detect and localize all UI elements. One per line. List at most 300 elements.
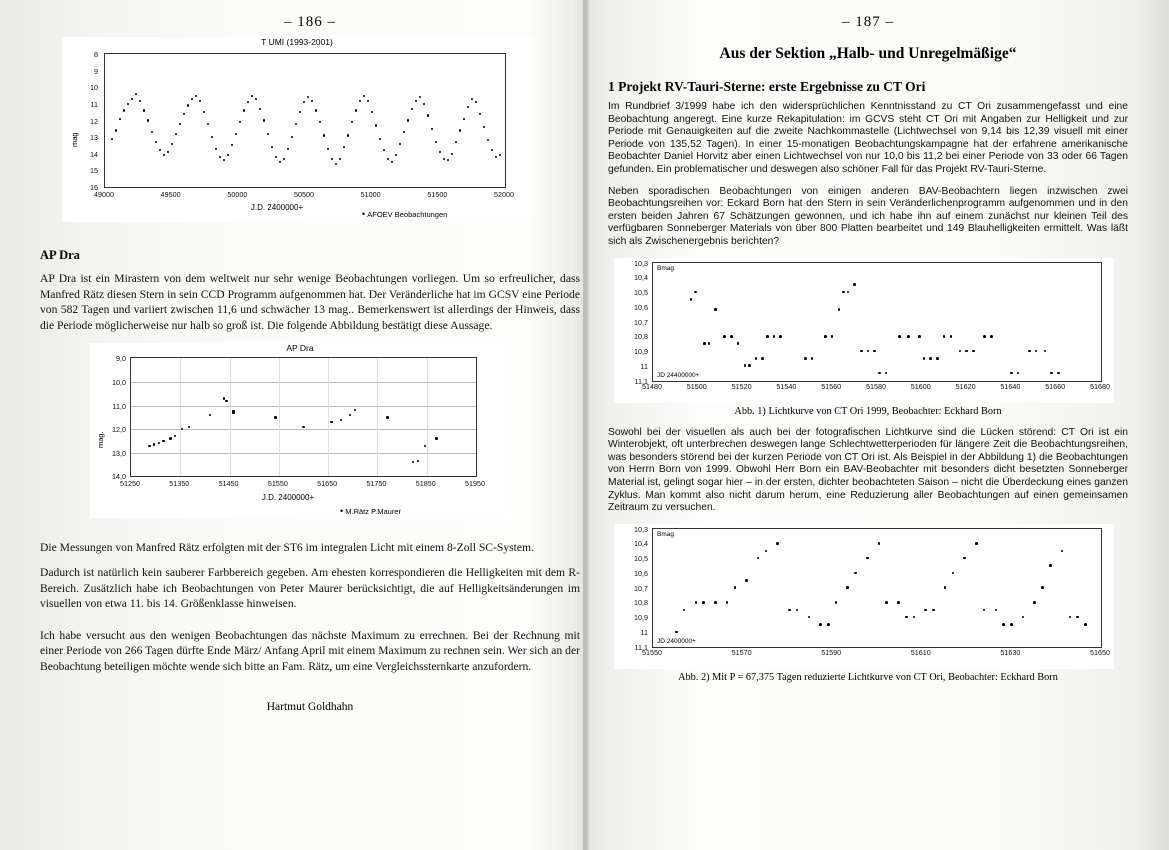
axis-tick-label: 10,9 xyxy=(634,347,648,357)
data-point xyxy=(924,609,927,612)
data-point xyxy=(127,103,129,105)
data-point xyxy=(788,609,791,612)
axis-tick-label: 51500 xyxy=(427,190,448,199)
data-point xyxy=(339,158,341,160)
axis-tick-label: 10,6 xyxy=(634,302,648,312)
paragraph-ct-ori-3: Sowohl bei der visuellen als auch bei der fotografischen Lichtkurve sind die Lücken störend: CT Ori ist ein Winterobjekt, oft unterbrechen deswegen lange Schlechtwetterperioden für längere Zeit die Beobachtungsreihen, was besonders störend bei der kurzen Periode von CT Ori ist. Als Beispiel in der Abbildung 1) die Beobachtungen von Herrn Born von 1999. Obwohl Herr Born ein BAV-Beobachter mit besonders dicht besetzten Sonneberger Material ist, gelingt sogar hier – in der ersten, dichter beobachteten Saison – nicht die Überdeckung eines ganzen Zyklus. Man kommt also nicht darum herum, eine Reduzierung aller Beobachtungen auf einen gemeinsamen Zeitraum zu versuchen. xyxy=(608,426,1128,514)
axis-tick-label: 10,3 xyxy=(634,258,648,268)
gridline xyxy=(131,453,476,454)
data-point xyxy=(842,291,845,294)
data-point xyxy=(275,156,277,158)
data-point xyxy=(726,601,729,604)
data-point xyxy=(267,133,269,135)
data-point xyxy=(419,96,421,98)
data-point xyxy=(219,156,221,158)
data-point xyxy=(1084,623,1087,626)
data-point xyxy=(391,161,393,163)
data-point xyxy=(866,557,869,560)
data-point xyxy=(831,335,834,338)
axis-tick-label: 51540 xyxy=(776,381,797,391)
paragraph-ap-dra-1: AP Dra ist ein Mirastern von dem weltweit nur sehr wenige Beobachtungen vorliegen. Um so erfreulicher, dass Manfred Rätz diesen Stern in sein CCD Programm aufgenommen hat. Der Veränderliche hat im GCSV eine Periode von 582 Tagen und variiert zwischen 11,6 und schwächer 13 mag.. Bemerkenswert ist allerdings der Hinweis, dass die Periode möglicherweise nur halb so groß ist. Die folgende Abbildung bestätigt diese Aussage. xyxy=(40,272,580,332)
data-point xyxy=(417,460,419,462)
chart-legend: • AFOEV Beobachtungen xyxy=(362,209,448,219)
data-point xyxy=(773,335,776,338)
chart-xlabel: J.D. 2400000+ xyxy=(250,203,304,212)
data-point xyxy=(765,550,768,553)
axis-tick-label: 10,4 xyxy=(634,539,648,549)
page-number-left: – 186 – xyxy=(284,14,336,30)
data-point xyxy=(271,146,273,148)
data-point xyxy=(215,148,217,150)
data-point xyxy=(683,609,686,612)
data-point xyxy=(1069,616,1072,619)
axis-tick-label: 51000 xyxy=(360,190,381,199)
data-point xyxy=(1050,372,1053,375)
axis-tick-label: 51600 xyxy=(910,381,931,391)
data-point xyxy=(819,623,822,626)
heading-ap-dra: AP Dra xyxy=(40,248,80,262)
chart-t-umi xyxy=(62,37,532,222)
gridline xyxy=(131,406,476,407)
axis-tick-label: 11,1 xyxy=(634,642,648,652)
axis-tick-label: 51750 xyxy=(366,479,387,489)
data-point xyxy=(972,350,975,353)
axis-tick-label: 13 xyxy=(90,133,98,143)
data-point xyxy=(487,139,489,141)
data-point xyxy=(179,123,181,125)
data-point xyxy=(423,103,425,105)
data-point xyxy=(279,161,281,163)
axis-tick-label: 51620 xyxy=(955,381,976,391)
data-point xyxy=(479,113,481,115)
data-point xyxy=(905,616,908,619)
data-point xyxy=(873,350,876,353)
data-point xyxy=(761,357,764,360)
chart-xlabel: J.D. 2400000+ xyxy=(261,493,315,503)
gridline xyxy=(279,358,280,476)
data-point xyxy=(811,357,814,360)
axis-tick-label: 50500 xyxy=(294,190,314,199)
data-point xyxy=(259,108,261,110)
data-point xyxy=(913,616,916,619)
data-point xyxy=(431,128,433,130)
data-point xyxy=(351,121,353,123)
axis-tick-label: 11 xyxy=(640,627,648,637)
chart-title: AP Dra xyxy=(286,343,314,354)
data-point xyxy=(174,435,176,437)
chart-ct-ori-reduced xyxy=(614,524,1114,669)
data-point xyxy=(435,437,437,439)
right-page xyxy=(608,14,1128,834)
data-point xyxy=(950,335,953,338)
data-point xyxy=(824,335,827,338)
paragraph-ct-ori-1: Im Rundbrief 3/1999 habe ich den widersprüchlichen Kenntnisstand zu CT Ori zusammengefasst und eine Beobachtung angeregt. Eine kurze Rekapitulation: im GCVS steht CT Ori mit Angaben zur Helligkeit und zur Periode mit Genauigkeiten auf die zweite Nachkommastelle (Lichtwechsel von 9,14 bis 12,39 visuell mit einer Periode von 135,52 Tagen). In einer 15-monatigen Beobachtungskampagne hat der erfahrene amerikanische Beobachter Daniel Horvitz aber einen Lichtwechsel von nur 10,0 bis 11,2 bei einer Periode von 33 oder 66 Tagen gefunden. Ein problematischer und deswegen also schöner Fall für das Projekt RV-Tauri-Sterne. xyxy=(608,101,1128,175)
data-point xyxy=(929,357,932,360)
data-point xyxy=(983,609,986,612)
axis-tick-label: 50000 xyxy=(227,190,248,199)
data-point xyxy=(1061,550,1064,553)
axis-tick-label: 51850 xyxy=(415,479,436,489)
data-point xyxy=(171,143,173,145)
chart-legend: • M.Rätz P.Maurer xyxy=(340,506,401,517)
data-point xyxy=(847,291,850,294)
axis-tick-label: 16 xyxy=(90,183,98,192)
data-point xyxy=(143,109,145,111)
chart-plot-area xyxy=(130,357,477,477)
data-point xyxy=(838,308,841,311)
data-point xyxy=(943,335,946,338)
data-point xyxy=(854,572,857,575)
data-point xyxy=(407,119,409,121)
axis-tick-label: 51480 xyxy=(642,381,662,391)
data-point xyxy=(755,357,758,360)
data-point xyxy=(907,335,910,338)
data-point xyxy=(399,143,401,145)
axis-tick-label: 10,5 xyxy=(634,554,648,564)
data-point xyxy=(1076,616,1079,619)
axis-tick-label: 51650 xyxy=(317,479,338,489)
section-title: Aus der Sektion „Halb- und Unregelmäßige“ xyxy=(719,45,1017,62)
data-point xyxy=(131,98,133,100)
data-point xyxy=(167,151,169,153)
data-point xyxy=(748,364,751,367)
data-point xyxy=(115,129,117,131)
data-point xyxy=(853,283,856,286)
data-point xyxy=(1017,372,1020,375)
data-point xyxy=(1022,616,1025,619)
axis-tick-label: 11,0 xyxy=(112,401,126,411)
axis-tick-label: 51550 xyxy=(642,647,662,657)
data-point xyxy=(495,156,497,158)
axis-tick-label: 11 xyxy=(90,99,98,109)
data-point xyxy=(162,440,164,442)
axis-tick-label: 51650 xyxy=(1090,647,1110,657)
paragraph-ct-ori-2: Neben sporadischen Beobachtungen von einigen anderen BAV-Beobachtern liegen inzwischen zwei Beobachtungsreihen vor: Eckard Born hat den Stern in sein Veränderlichenprogramm aufgenommen und in den ersten beiden Jahren 67 Schätzungen gewonnen, und ich habe ihn auf einem zunächst nur kleinen Teil des verfügbaren Sonneberger Materials von über 800 Platten bearbeitet und 149 Blauhelligkeiten ermittelt. Was läßt sich als Zwischenergebnis berichten? xyxy=(608,185,1128,247)
data-point xyxy=(491,149,493,151)
data-point xyxy=(475,101,477,103)
chart-xlabel-inner: JD 24400000+ xyxy=(657,371,700,379)
data-point xyxy=(808,616,811,619)
chart-ylabel-inner: Bmag xyxy=(657,264,674,272)
data-point xyxy=(459,129,461,131)
gridline xyxy=(328,358,329,476)
axis-tick-label: 52000 xyxy=(494,190,514,199)
data-point xyxy=(885,372,888,375)
data-point xyxy=(151,131,153,133)
data-point xyxy=(744,364,747,367)
data-point xyxy=(371,111,373,113)
data-point xyxy=(147,119,149,121)
data-point xyxy=(251,95,253,97)
data-point xyxy=(299,111,301,113)
data-point xyxy=(898,335,901,338)
axis-tick-label: 10,5 xyxy=(634,288,648,298)
data-point xyxy=(243,109,245,111)
data-point xyxy=(319,121,321,123)
data-point xyxy=(779,335,782,338)
data-point xyxy=(737,342,740,345)
data-point xyxy=(335,163,337,165)
data-point xyxy=(207,123,209,125)
data-point xyxy=(447,159,449,161)
data-point xyxy=(355,109,357,111)
data-point xyxy=(694,291,697,294)
data-point xyxy=(1049,564,1052,567)
data-point xyxy=(965,350,968,353)
chart-ylabel: mag. xyxy=(96,431,105,449)
data-point xyxy=(730,335,733,338)
axis-tick-label: 12,0 xyxy=(112,425,126,435)
data-point xyxy=(383,149,385,151)
data-point xyxy=(702,601,705,604)
data-point xyxy=(187,104,189,106)
data-point xyxy=(263,119,265,121)
data-point xyxy=(867,350,870,353)
axis-tick-label: 51500 xyxy=(686,381,707,391)
data-point xyxy=(424,445,426,447)
axis-tick-label: 51610 xyxy=(910,647,931,657)
axis-tick-label: 51520 xyxy=(731,381,752,391)
data-point xyxy=(199,100,201,102)
data-point xyxy=(932,609,935,612)
data-point xyxy=(690,298,693,301)
data-point xyxy=(327,148,329,150)
data-point xyxy=(995,609,998,612)
data-point xyxy=(860,350,863,353)
data-point xyxy=(1010,623,1013,626)
data-point xyxy=(451,153,453,155)
gridline xyxy=(131,382,476,383)
data-point xyxy=(311,100,313,102)
axis-tick-label: 10 xyxy=(90,83,98,93)
data-point xyxy=(835,601,838,604)
data-point xyxy=(111,138,113,140)
data-point xyxy=(295,123,297,125)
data-point xyxy=(349,414,351,416)
axis-tick-label: 51350 xyxy=(169,479,190,489)
data-point xyxy=(191,98,193,100)
data-point xyxy=(846,586,849,589)
chart-ylabel: mag xyxy=(70,132,79,147)
data-point xyxy=(703,342,706,345)
data-point xyxy=(990,335,993,338)
data-point xyxy=(209,414,211,416)
data-point xyxy=(175,133,177,135)
data-point xyxy=(403,131,405,133)
data-point xyxy=(467,106,469,108)
axis-tick-label: 12 xyxy=(90,116,98,126)
chart-plot-area xyxy=(652,528,1102,648)
gridline xyxy=(180,358,181,476)
data-point xyxy=(714,308,717,311)
data-point xyxy=(1010,372,1013,375)
axis-tick-label: 11,1 xyxy=(634,376,648,386)
data-point xyxy=(158,442,160,444)
axis-tick-label: 9 xyxy=(94,66,98,76)
data-point xyxy=(354,409,356,411)
data-point xyxy=(135,93,137,95)
data-point xyxy=(796,609,799,612)
axis-tick-label: 14 xyxy=(90,149,98,159)
data-point xyxy=(188,426,190,428)
data-point xyxy=(291,136,293,138)
data-point xyxy=(203,111,205,113)
data-point xyxy=(734,586,737,589)
data-point xyxy=(139,100,141,102)
data-point xyxy=(1044,350,1047,353)
data-point xyxy=(714,601,717,604)
data-point xyxy=(952,572,955,575)
data-point xyxy=(923,357,926,360)
axis-tick-label: 9,0 xyxy=(116,354,126,364)
data-point xyxy=(708,342,711,345)
data-point xyxy=(395,154,397,156)
data-point xyxy=(1028,350,1031,353)
axis-tick-label: 14,0 xyxy=(112,472,126,482)
axis-tick-label: 51250 xyxy=(120,479,140,489)
axis-tick-label: 51450 xyxy=(218,479,239,489)
axis-tick-label: 10,8 xyxy=(634,332,648,342)
data-point xyxy=(878,372,881,375)
data-point xyxy=(274,416,276,418)
axis-tick-label: 10,4 xyxy=(634,273,648,283)
figure-caption-2: Abb. 2) Mit P = 67,375 Tagen reduzierte Lichtkurve von CT Ori, Beobachter: Eckhard Born xyxy=(678,671,1058,683)
data-point xyxy=(359,100,361,102)
figure-caption-1: Abb. 1) Lichtkurve von CT Ori 1999, Beobachter: Eckhard Born xyxy=(734,405,1002,417)
left-page xyxy=(40,14,580,834)
article-title: 1 Projekt RV-Tauri-Sterne: erste Ergebnisse zu CT Ori xyxy=(608,79,926,94)
axis-tick-label: 10,9 xyxy=(634,613,648,623)
data-point xyxy=(415,100,417,102)
axis-tick-label: 51680 xyxy=(1090,381,1110,391)
axis-tick-label: 10,3 xyxy=(634,524,648,534)
axis-tick-label: 49000 xyxy=(94,190,114,199)
data-point xyxy=(827,623,830,626)
data-point xyxy=(1035,350,1038,353)
data-point xyxy=(247,101,249,103)
page-number-right: – 187 – xyxy=(842,14,894,30)
data-point xyxy=(315,109,317,111)
axis-tick-label: 10,8 xyxy=(634,598,648,608)
data-point xyxy=(804,357,807,360)
axis-tick-label: 51570 xyxy=(731,647,752,657)
axis-tick-label: 10,0 xyxy=(112,377,126,387)
chart-ct-ori-1999 xyxy=(614,258,1114,403)
data-point xyxy=(283,158,285,160)
data-point xyxy=(483,126,485,128)
data-point xyxy=(455,141,457,143)
data-point xyxy=(225,400,227,402)
chart-plot-area xyxy=(104,53,506,188)
axis-tick-label: 51660 xyxy=(1045,381,1066,391)
axis-tick-label: 10,7 xyxy=(634,583,648,593)
data-point xyxy=(897,601,900,604)
data-point xyxy=(235,133,237,135)
data-point xyxy=(255,98,257,100)
book-spine xyxy=(583,0,589,850)
data-point xyxy=(347,134,349,136)
data-point xyxy=(675,631,678,634)
data-point xyxy=(195,95,197,97)
data-point xyxy=(386,416,388,418)
data-point xyxy=(412,461,414,463)
axis-tick-label: 51580 xyxy=(866,381,886,391)
data-point xyxy=(153,443,155,445)
data-point xyxy=(723,335,726,338)
data-point xyxy=(435,141,437,143)
data-point xyxy=(302,426,304,428)
data-point xyxy=(878,542,881,545)
gridline xyxy=(377,358,378,476)
axis-tick-label: 51550 xyxy=(267,479,288,489)
data-point xyxy=(375,124,377,126)
data-point xyxy=(379,138,381,140)
axis-tick-label: 13,0 xyxy=(112,448,126,458)
data-point xyxy=(148,445,150,447)
axis-tick-label: 15 xyxy=(90,166,98,176)
data-point xyxy=(340,419,342,421)
data-point xyxy=(695,601,698,604)
data-point xyxy=(975,542,978,545)
chart-title: T UMI (1993-2001) xyxy=(261,37,333,47)
data-point xyxy=(944,586,947,589)
paragraph-ap-dra-2: Die Messungen von Manfred Rätz erfolgten mit der ST6 im integralen Licht mit einem 8-Zoll SC-System. xyxy=(40,541,534,555)
axis-tick-label: 11 xyxy=(640,361,648,371)
data-point xyxy=(307,96,309,98)
data-point xyxy=(1033,601,1036,604)
data-point xyxy=(427,114,429,116)
data-point xyxy=(163,154,165,156)
data-point xyxy=(745,579,748,582)
data-point xyxy=(499,154,501,156)
axis-tick-label: 51630 xyxy=(1000,647,1021,657)
author-signature: Hartmut Goldhahn xyxy=(266,700,354,713)
data-point xyxy=(231,144,233,146)
data-point xyxy=(439,151,441,153)
data-point xyxy=(885,601,888,604)
data-point xyxy=(123,109,125,111)
paragraph-ap-dra-4: Ich habe versucht aus den wenigen Beobachtungen das nächste Maximum zu errechnen. Bei der Rechnung mit einer Periode von 266 Tagen dürfte Ende März/ Anfang April mit einem Maximum zu rechnen sein. Wer sich an der Beobachtung beteiligen möchte wende sich bitte an Fam. Rätz, um eine Vergleichssternkarte anzufordern. xyxy=(40,628,580,673)
data-point xyxy=(183,113,185,115)
data-point xyxy=(411,108,413,110)
data-point xyxy=(959,350,962,353)
data-point xyxy=(936,357,939,360)
axis-tick-label: 51590 xyxy=(821,647,842,657)
gridline xyxy=(427,358,428,476)
chart-ap-dra xyxy=(90,343,510,518)
axis-tick-label: 10,6 xyxy=(634,568,648,578)
chart-plot-area xyxy=(652,262,1102,382)
data-point xyxy=(330,421,332,423)
data-point xyxy=(463,118,465,120)
data-point xyxy=(363,95,365,97)
axis-tick-label: 51950 xyxy=(465,479,485,489)
data-point xyxy=(119,118,121,120)
data-point xyxy=(757,557,760,560)
data-point xyxy=(331,158,333,160)
data-point xyxy=(343,146,345,148)
data-point xyxy=(387,158,389,160)
data-point xyxy=(471,98,473,100)
data-point xyxy=(287,148,289,150)
data-point xyxy=(766,335,769,338)
data-point xyxy=(443,158,445,160)
data-point xyxy=(239,121,241,123)
data-point xyxy=(963,557,966,560)
data-point xyxy=(223,159,225,161)
data-point xyxy=(211,136,213,138)
gridline xyxy=(230,358,231,476)
